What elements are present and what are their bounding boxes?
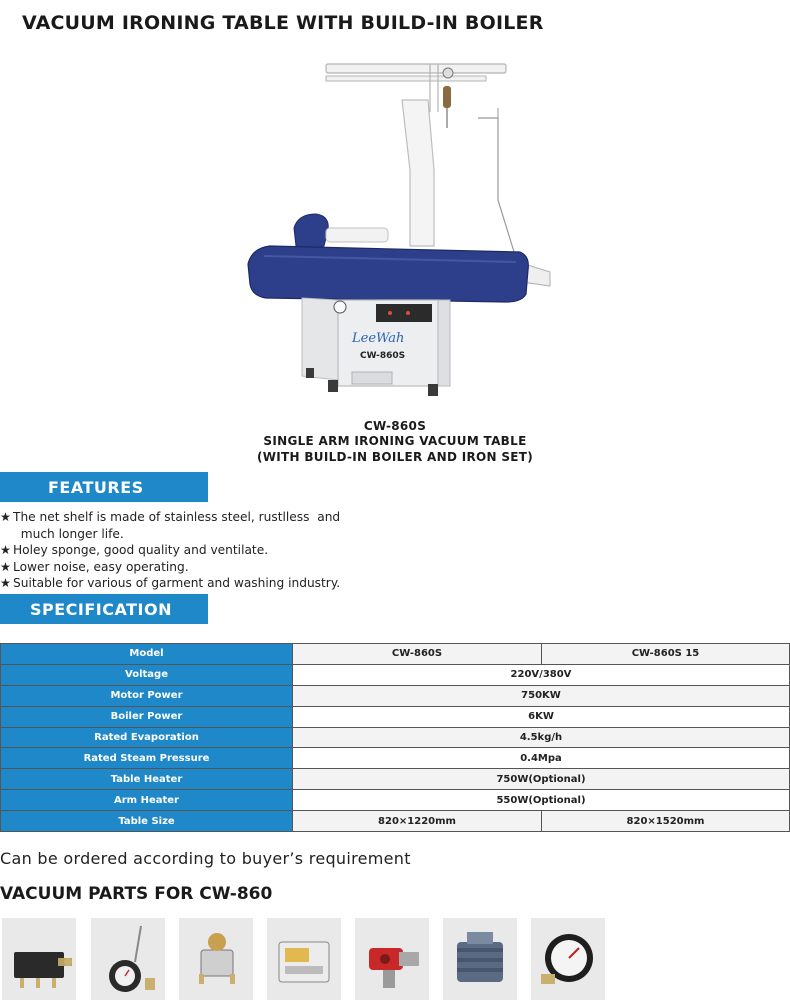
spec-label: Arm Heater (1, 790, 293, 811)
star-icon: ★ (0, 510, 11, 524)
parts-heading: VACUUM PARTS FOR CW-860 (0, 884, 273, 904)
steam-valve-icon (355, 918, 429, 1000)
spec-value: 4.5kg/h (293, 727, 790, 748)
product-caption-note: (WITH BUILD-IN BOILER AND IRON SET) (256, 450, 534, 464)
spec-row-table-heater (1, 769, 790, 790)
specification-heading: SPECIFICATION (0, 594, 208, 624)
overhead-rail (326, 64, 506, 73)
order-note: Can be ordered according to buyer’s requirement (0, 849, 411, 868)
star-icon: ★ (0, 576, 11, 590)
spec-row-boiler-power (1, 706, 790, 727)
spec-row-model (1, 644, 790, 665)
spec-label: Table Heater (1, 769, 293, 790)
spec-label: Motor Power (1, 685, 293, 706)
star-icon: ★ (0, 559, 11, 574)
badge-brand: LeeWah (352, 331, 405, 346)
spec-value: 6KW (293, 706, 790, 727)
spec-value: 0.4Mpa (293, 748, 790, 769)
cabinet-side (302, 298, 338, 380)
spec-value: CW-860S (293, 644, 542, 665)
spec-label: Rated Steam Pressure (1, 748, 293, 769)
spec-value: 750W(Optional) (293, 769, 790, 790)
spec-row-rated-steam-pressure (1, 748, 790, 769)
spec-row-arm-heater (1, 790, 790, 811)
feature-item: ★ Holey sponge, good quality and ventilate. (0, 543, 269, 557)
table-top (248, 246, 528, 302)
specification-table (0, 643, 790, 832)
pressure-gauge-icon (531, 918, 605, 1000)
page-title: VACUUM IRONING TABLE WITH BUILD-IN BOILER (22, 12, 544, 34)
features-list (0, 509, 400, 592)
star-icon: ★ (0, 543, 11, 557)
spec-row-rated-evaporation (1, 727, 790, 748)
gauge-icon (443, 68, 453, 78)
pressure-gauge (334, 301, 346, 313)
control-panel (376, 304, 432, 322)
spec-label: Table Size (1, 811, 293, 832)
spec-value: 820×1520mm (542, 811, 790, 832)
spec-value: CW-860S 15 (542, 644, 790, 665)
relay-icon (267, 918, 341, 1000)
feature-item: ★ The net shelf is made of stainless steel, rustlless and much longer life. (0, 510, 341, 541)
feature-item: ★ Suitable for various of garment and washing industry. (0, 576, 341, 590)
micro-switch-icon (2, 918, 76, 1000)
thermostat-icon (91, 918, 165, 1000)
feature-item: ★ Lower noise, easy operating. (0, 559, 189, 574)
spec-value: 820×1220mm (293, 811, 542, 832)
badge-model: CW-860S (360, 351, 406, 361)
pressure-switch-icon (179, 918, 253, 1000)
spec-label: Model (1, 644, 293, 665)
product-image (230, 50, 570, 400)
spec-value: 550W(Optional) (293, 790, 790, 811)
spec-row-motor-power (1, 685, 790, 706)
spec-row-table-size (1, 811, 790, 832)
parts-gallery (2, 918, 790, 1000)
features-heading: FEATURES (0, 472, 208, 502)
upright-column (402, 100, 434, 246)
product-caption-model: CW-860S (363, 419, 427, 433)
spec-value: 220V/380V (293, 664, 790, 685)
motor-icon (443, 918, 517, 1000)
spec-label: Voltage (1, 664, 293, 685)
spec-label: Rated Evaporation (1, 727, 293, 748)
spec-label: Boiler Power (1, 706, 293, 727)
spec-row-voltage (1, 664, 790, 685)
spec-value: 750KW (293, 685, 790, 706)
product-caption-name: SINGLE ARM IRONING VACUUM TABLE (263, 434, 527, 448)
buck-pillow (294, 214, 328, 248)
